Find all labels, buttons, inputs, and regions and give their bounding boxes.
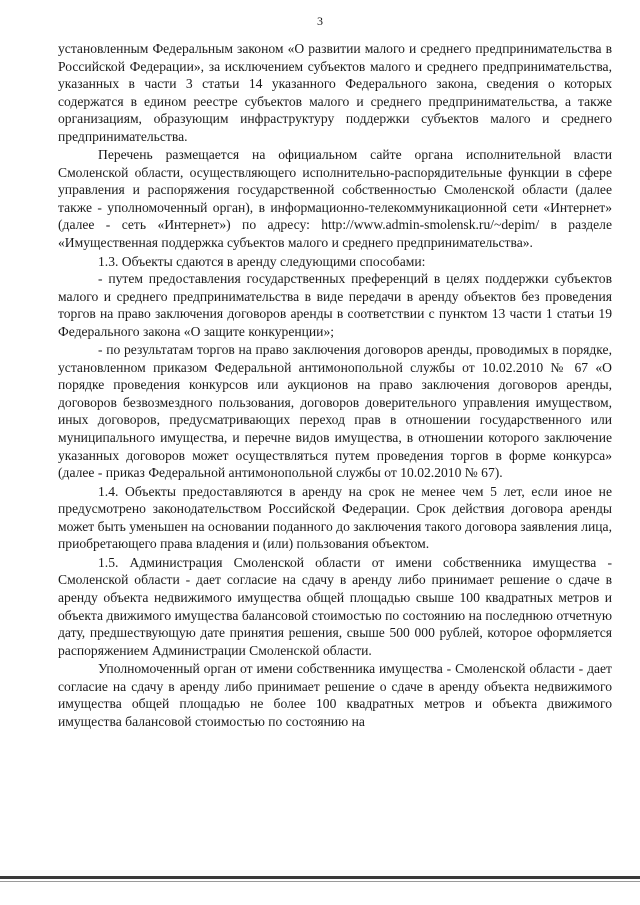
scan-edge-line-thin [0, 881, 640, 882]
paragraph-list-publication: Перечень размещается на официальном сайте органа исполнительной власти Смоленской области, осуществляющего исполнительно-распорядительные функции в сфере управления и распоряжения государственной собственностью Смоленской области (далее также - уполномоченный орган), в информационно-телекоммуникационной сети «Интернет» (далее - сеть «Интернет») по адресу: http://www.admin-smolensk.ru/~depim/ в разделе «Имущественная поддержка субъектов малого и среднего предпринимательства». [58, 147, 612, 251]
scan-edge-line [0, 876, 640, 879]
paragraph-continuation: установленным Федеральным законом «О развитии малого и среднего предпринимательства в Российской Федерации», за исключением субъектов малого и среднего предпринимательства, указанных в части 3 статьи 14 указанного Федерального закона, сведения о которых содержатся в едином реестре субъектов малого и среднего предпринимательства, а также организациям, образующим инфраструктуру поддержки субъектов малого и среднего предпринимательства. [58, 41, 612, 144]
document-body [58, 40, 612, 730]
page-number: 3 [317, 14, 323, 28]
paragraph-1-3: 1.3. Объекты сдаются в аренду следующими способами: [98, 253, 426, 269]
paragraph-1-4: 1.4. Объекты предоставляются в аренду на срок не менее чем 5 лет, если иное не предусмотрено законодательством Российской Федерации. Срок действия договора аренды может быть уменьшен на основании поданного до заключения такого договора заявления лица, приобретающего права владения и (или) пользования объектом. [58, 483, 612, 552]
paragraph-preferences: - путем предоставления государственных преференций в целях поддержки субъектов малого и среднего предпринимательства в виде передачи в аренду объектов без проведения торгов на право заключения договоров аренды в соответствии с пунктом 13 части 1 статьи 19 Федерального закона «О защите конкуренции»; [58, 271, 612, 339]
paragraph-authorized-body: Уполномоченный орган от имени собственника имущества - Смоленской области - дает согласие на сдачу в аренду либо принимает решение о сдаче в аренду объекта недвижимого имущества общей площадью не более 100 квадратных метров и объекта движимого имущества балансовой стоимостью по состоянию на [58, 661, 612, 729]
paragraph-auctions: - по результатам торгов на право заключения договоров аренды, проводимых в порядке, установленном приказом Федеральной антимонопольной службы от 10.02.2010 № 67 «О порядке проведения конкурсов или аукционов на право заключения договоров аренды, договоров безвозмездного пользования, договоров доверительного управления имуществом, иных договоров, предусматривающих переход прав в отношении государственного или муниципального имущества, и перечне видов имущества, в отношении которого заключение указанных договоров может осуществляться путем проведения торгов в форме конкурса» (далее - приказ Федеральной антимонопольной службы от 10.02.2010 № 67). [58, 342, 612, 481]
paragraph-1-5: 1.5. Администрация Смоленской области от имени собственника имущества - Смоленской области - дает согласие на сдачу в аренду либо принимает решение о сдаче в аренду объекта недвижимого имущества общей площадью свыше 100 квадратных метров и объекта движимого имущества балансовой стоимостью по состоянию на последнюю отчетную дату, предшествующую дате принятия решения, свыше 500 000 рублей, которое оформляется распоряжением Администрации Смоленской области. [58, 554, 612, 658]
